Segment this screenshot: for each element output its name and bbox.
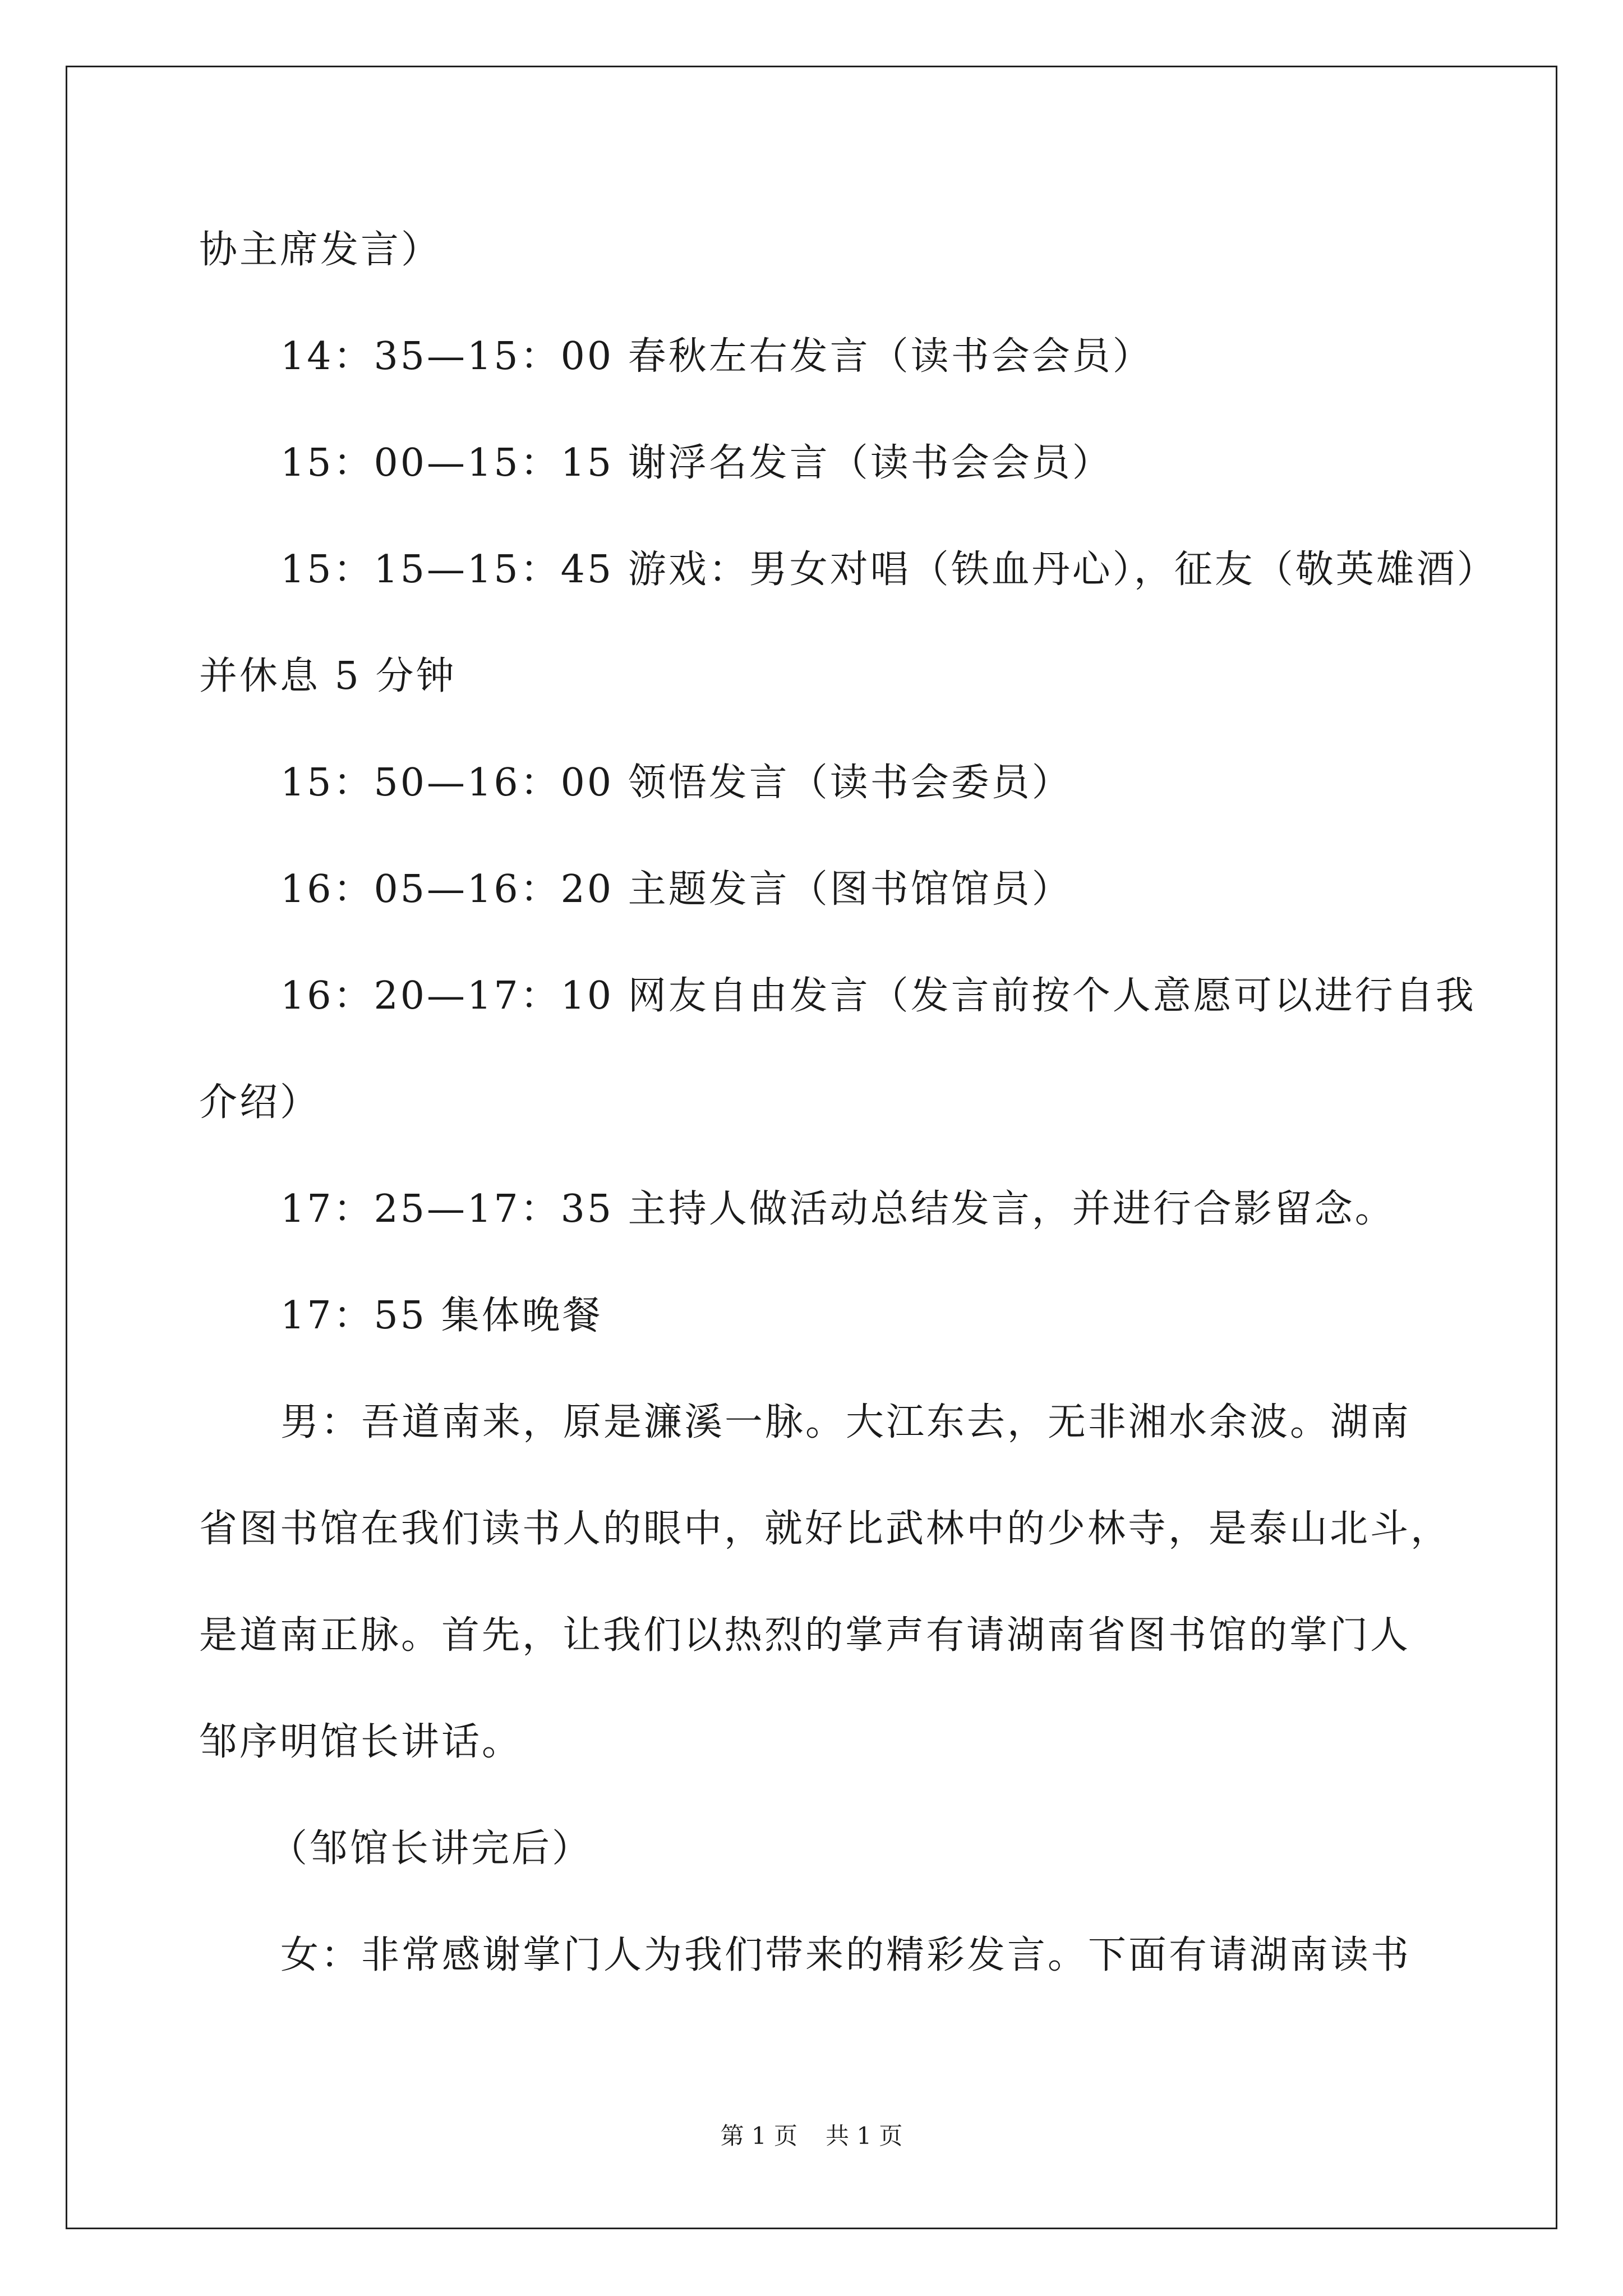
text-line: 并休息 5 分钟 (199, 654, 457, 698)
text-line: 是道南正脉。首先，让我们以热烈的掌声有请湖南省图书馆的掌门人 (199, 1613, 1411, 1658)
page-border (66, 66, 1557, 2229)
text-line: 17：25—17：35 主持人做活动总结发言，并进行合影留念。 (280, 1187, 1395, 1231)
text-line: 介绍） (199, 1080, 321, 1125)
text-line: 15：00—15：15 谢浮名发言（读书会会员） (280, 441, 1113, 485)
text-line: 省图书馆在我们读书人的眼中，就好比武林中的少林寺，是泰山北斗， (199, 1507, 1451, 1551)
text-line: 14：35—15：00 春秋左右发言（读书会会员） (280, 334, 1153, 379)
page-footer (0, 2119, 1623, 2153)
text-line: 邹序明馆长讲话。 (199, 1720, 523, 1764)
text-line: 15：15—15：45 游戏：男女对唱（铁血丹心），征友（敬英雄酒） (280, 547, 1497, 592)
page-number: 第 1 页 (720, 2122, 797, 2150)
page-total: 共 1 页 (826, 2122, 903, 2150)
text-line: 16：05—16：20 主题发言（图书馆馆员） (280, 867, 1072, 912)
text-line: （邹馆长讲完后） (269, 1826, 593, 1871)
text-line: 17：55 集体晚餐 (280, 1294, 603, 1338)
text-line: 15：50—16：00 领悟发言（读书会委员） (280, 761, 1072, 805)
text-line: 女：非常感谢掌门人为我们带来的精彩发言。下面有请湖南读书 (280, 1933, 1412, 1977)
text-line: 16：20—17：10 网友自由发言（发言前按个人意愿可以进行自我 (280, 974, 1476, 1018)
text-line: 男：吾道南来，原是濂溪一脉。大江东去，无非湘水余波。湖南 (280, 1400, 1412, 1444)
text-line: 协主席发言） (199, 228, 442, 272)
